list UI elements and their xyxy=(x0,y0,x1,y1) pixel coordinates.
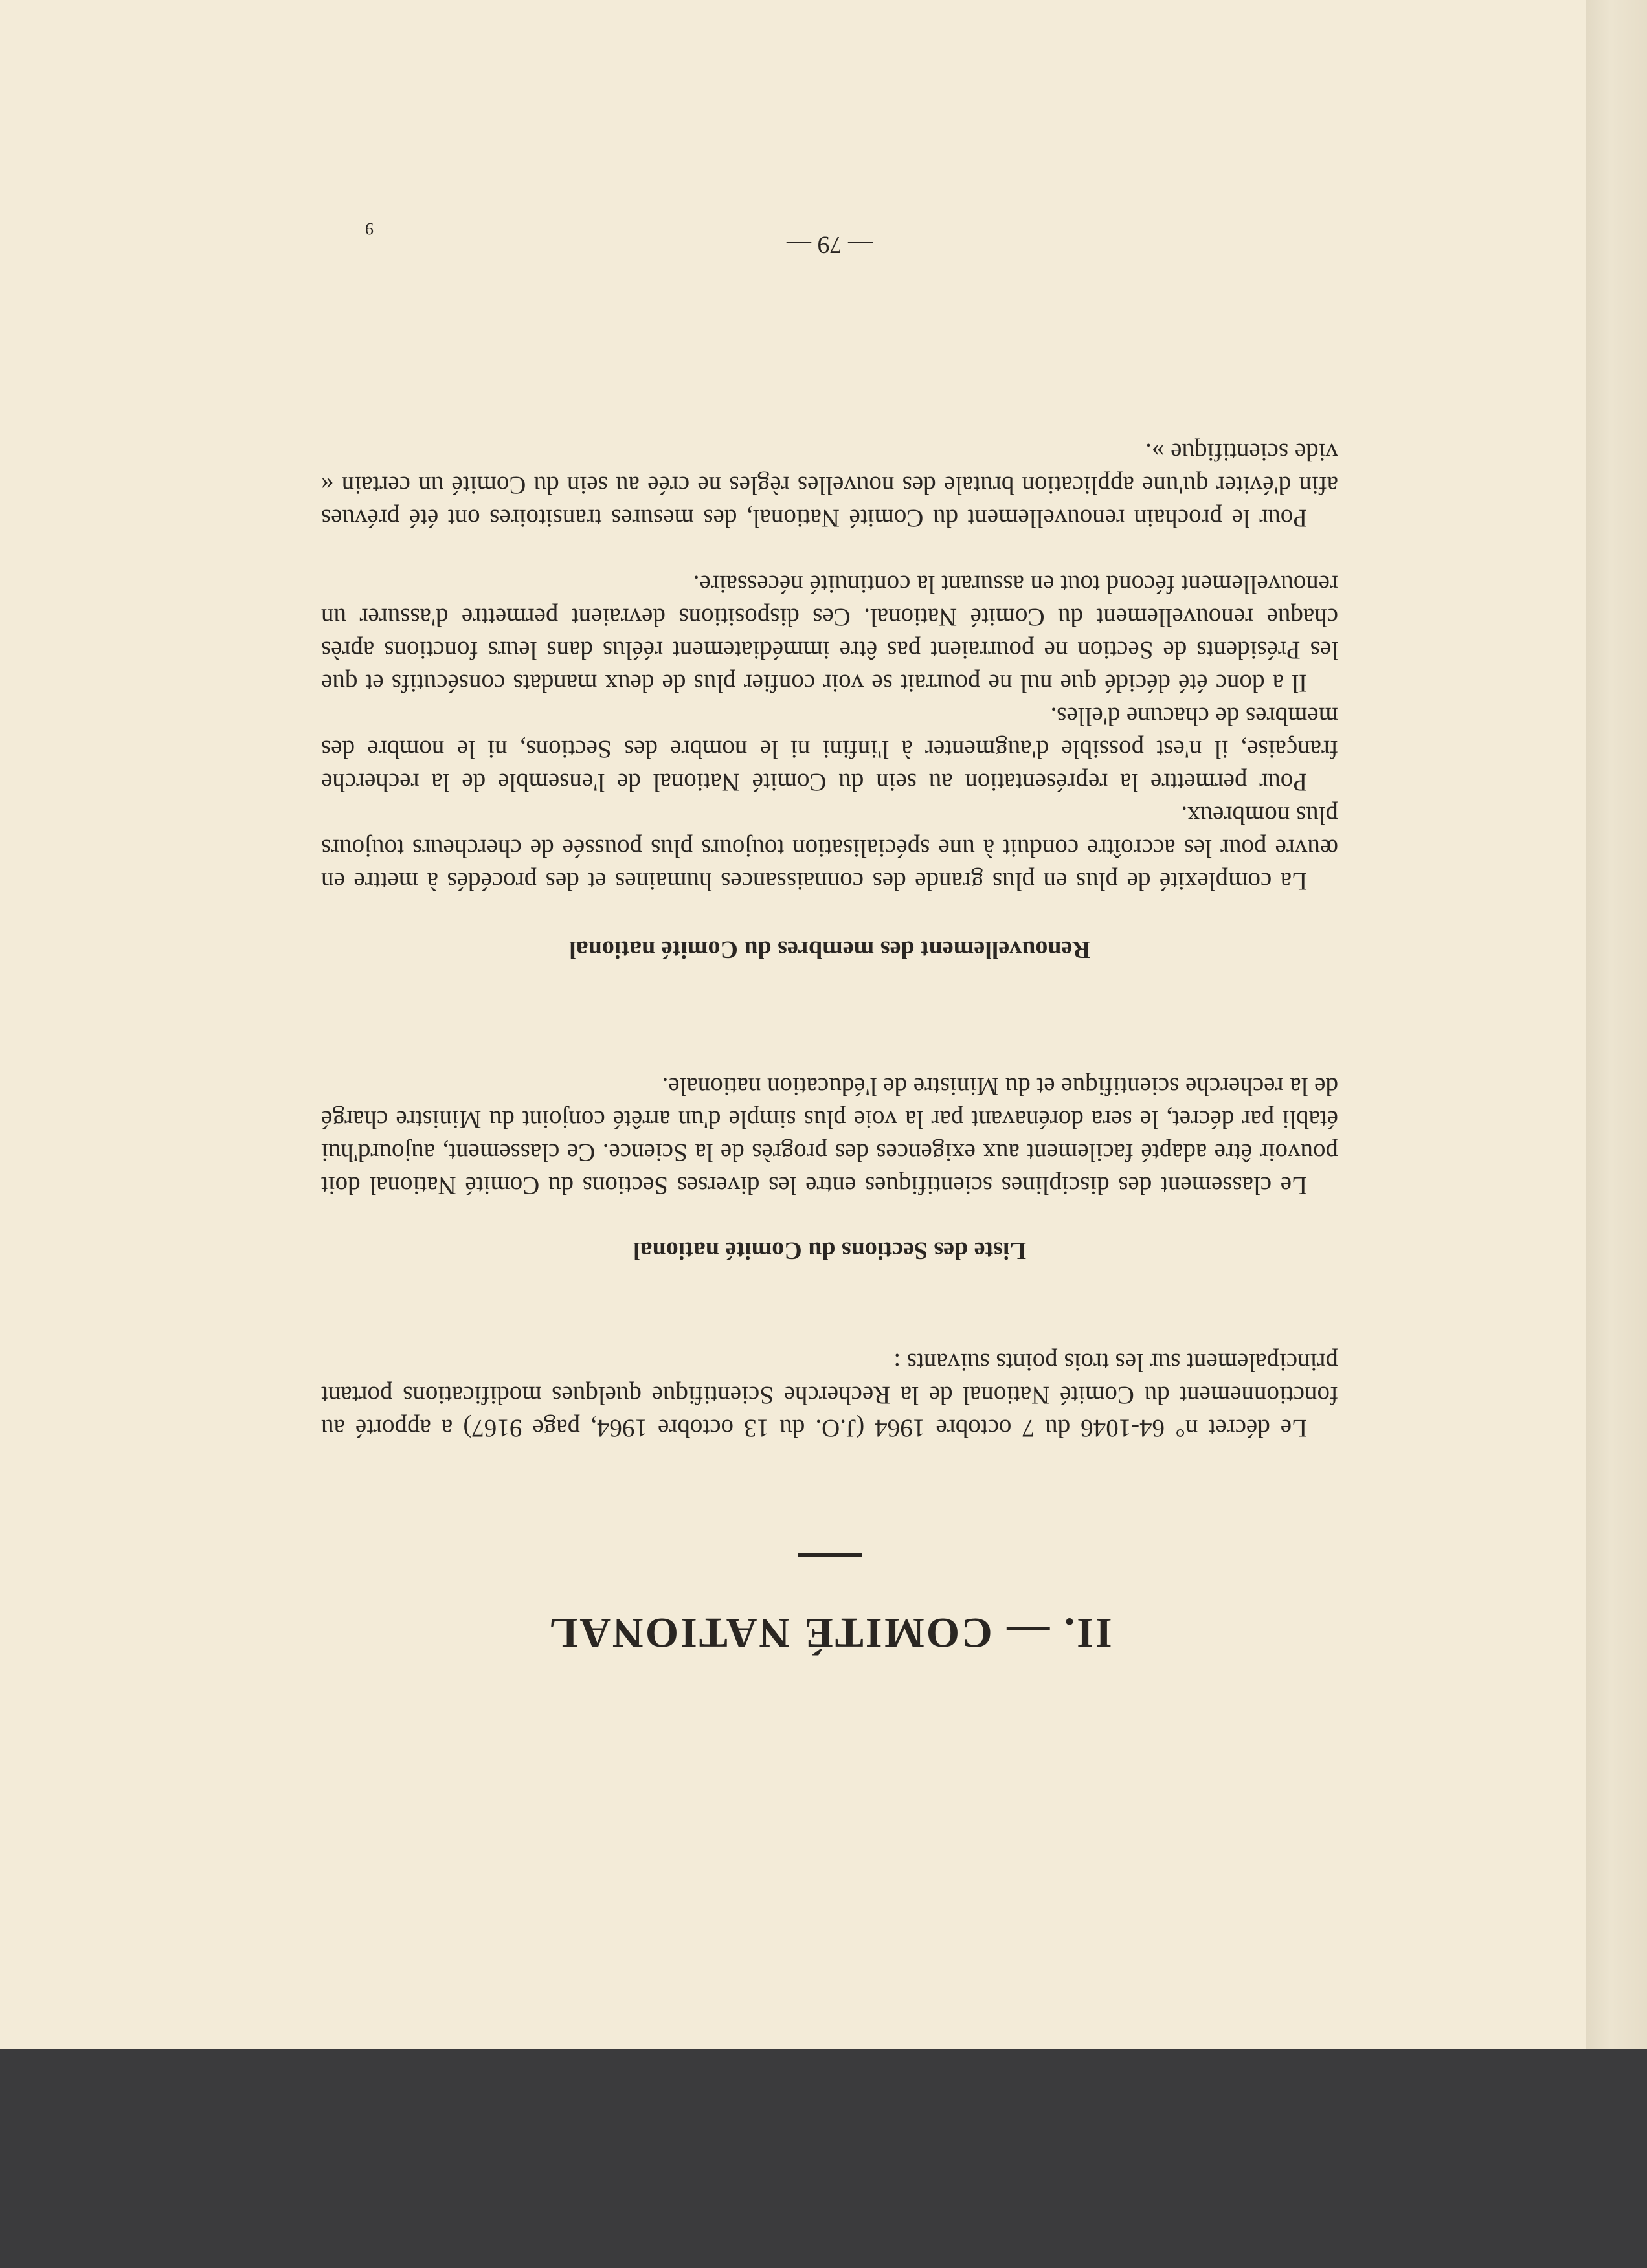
rotated-page-content xyxy=(321,214,1338,1676)
paragraph: Pour le prochain renouvellement du Comité National, des mesures transitoires ont été prévues afin d'éviter qu'une application brutale des nouvelles règles ne crée au sein du Comité un certain « vide scientifique ». xyxy=(321,438,1338,532)
scanner-background xyxy=(0,2049,1647,2268)
paper-edge xyxy=(1586,0,1647,2049)
page-title: II. — COMITÉ NATIONAL xyxy=(547,1609,1112,1656)
section-heading-liste: Liste des Sections du Comité national xyxy=(633,1237,1026,1264)
paragraph: La complexité de plus en plus grande des connaissances humaines et des procédés à mettre en œuvre pour les accroître conduit à une spécialisation toujours plus poussée de chercheurs toujours plus nombreux. xyxy=(321,801,1338,895)
page-number: — 79 — xyxy=(787,231,873,258)
paragraph: Il a donc été décidé que nul ne pourrait se voir confier plus de deux mandats consécutifs et que les Présidents de Section ne pourraient pas être immédiatement réélus dans leurs fonctions après chaque renouvellement du Comité National. Ces dispositions devraient permettre d'assurer un renouvellement fécond tout en assurant la continuité nécessaire. xyxy=(321,570,1338,697)
margin-mark: 9 xyxy=(365,219,374,238)
intro-paragraph: Le décret n° 64-1046 du 7 octobre 1964 (J.O. du 13 octobre 1964, page 9167) a apporté au fonctionnement du Comité National de la Recherche Scientifique quelques modifications portant principalement sur les trois points suivants : xyxy=(321,1348,1338,1442)
paragraph: Pour permettre la représentation au sein du Comité National de l'ensemble de la recherche française, il n'est possible d'augmenter à l'infini ni le nombre des Sections, ni le nombre des membres de chacune d'elles. xyxy=(321,702,1338,796)
paragraph: Le classement des disciplines scientifiques entre les diverses Sections du Comité National doit pouvoir être adapté facilement aux exigences des progrès de la Science. Ce classement, aujourd'hui établi par décret, le sera dorénavant par la voie plus simple d'un arrêté conjoint du Ministre chargé de la recherche scientifique et du Ministre de l'éducation nationale. xyxy=(321,1073,1338,1199)
section-heading-renouvellement: Renouvellement des membres du Comité national xyxy=(569,936,1090,963)
title-rule xyxy=(798,1553,862,1557)
